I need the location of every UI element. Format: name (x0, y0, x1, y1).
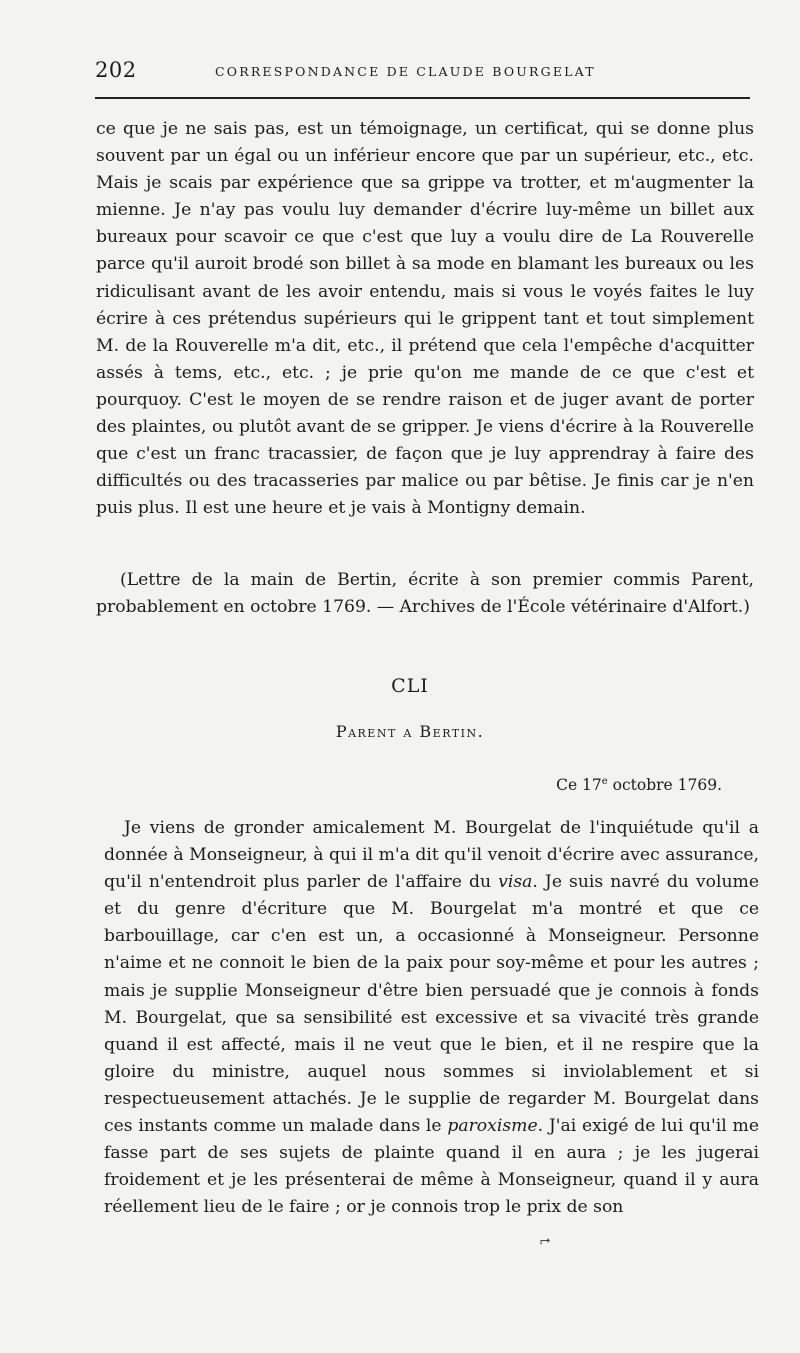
page-header (95, 58, 750, 88)
letter-body (104, 815, 759, 1221)
letter-body-part-3: . J'ai exigé de lui qu'il me fasse part de ses sujets de plainte quand il en aura ; je les jugerai froidement et je les présenterai de même à Monseigneur, quand il y aura réellement lieu de le faire ; or je connois trop le prix de son (104, 1116, 759, 1218)
page-number: 202 (95, 58, 137, 82)
letter-body-part-1: Je viens de gronder amicalement M. Bourgelat de l'inquiétude qu'il a donnée à Monseigneur, à qui il m'a dit qu'il venoit d'écrire avec assurance, qu'il n'entendroit plus parler de l'affaire du (104, 818, 759, 893)
header-rule (95, 97, 750, 99)
letter-body-part-2: . Je suis navré du volume et du genre d'écriture que M. Bourgelat m'a montré et que ce barbouillage, car c'en est un, a occasionné à Monseigneur. Personne n'aime et ne connoit le bien de la paix pour soy-même et pour les autres ; mais je supplie Monseigneur d'être bien persuadé que je connois à fonds M. Bourgelat, que sa sensibilité est excessive et sa vivacité très grande quand il est affecté, mais il ne veut que le bien, et il ne respire que la gloire du ministre, auquel nous sommes si inviolablement et si respectueusement attachés. Je le supplie de regarder M. Bourgelat dans ces instants comme un malade dans le (104, 872, 759, 1137)
previous-letter-text: ce que je ne sais pas, est un témoignage, un certificat, qui se donne plus souvent par un égal ou un inférieur encore que par un supérieur, etc., etc. Mais je scais par expérience que sa grippe va trotter, et m'augmenter la mienne. Je n'ay pas voulu luy demander d'écrire luy-même un billet aux bureaux pour scavoir ce que c'est que luy a voulu dire de La Rouverelle parce qu'il auroit brodé son billet à sa mode en blamant les bureaux ou les ridiculisant avant de les avoir entendu, mais si vous le voyés faites le luy écrire à ces prétendus supérieurs qui le grippent tant et tout simplement M. de la Rouverelle m'a dit, etc., il prétend que cela l'empêche d'acquitter assés à tems, etc., etc. ; je prie qu'on me mande de ce que c'est et pourquoy. C'est le moyen de se rendre raison et de juger avant de porter des plaintes, ou plutôt avant de se gripper. Je viens d'écrire à la Rouverelle que c'est un franc tracassier, de façon que je luy apprendray à faire des difficultés ou des tracasseries par malice ou par bêtise. Je finis car je n'en puis plus. Il est une heure et je vais à Montigny demain. (96, 119, 754, 519)
letter-number: CLI (391, 675, 429, 697)
print-speck: ⮣ (540, 1233, 551, 1248)
source-note: (Lettre de la main de Bertin, écrite à son premier commis Parent, probablement en octobre 1769. — Archives de l'École vétérinaire d'Alfort.) (96, 570, 754, 618)
dateline (556, 776, 722, 794)
letter-heading: Parent a Bertin. (335, 722, 485, 741)
letter-body-italic-paroxisme: paroxisme (447, 1116, 538, 1137)
letter-body-italic-visa: visa (498, 872, 533, 893)
running-head: CORRESPONDANCE DE CLAUDE BOURGELAT (215, 64, 596, 79)
dateline-prefix: Ce 17 (556, 776, 602, 795)
dateline-suffix: octobre 1769. (607, 776, 722, 795)
dateline-superscript: e (601, 776, 608, 787)
